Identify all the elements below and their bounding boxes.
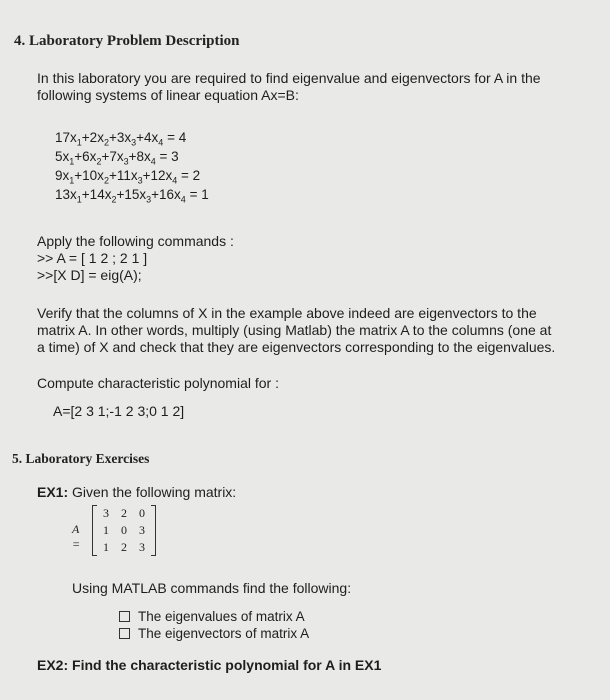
checkbox-icon [119,628,130,639]
checklist-item-eigenvalues [119,608,305,625]
equation-term: 9x [55,168,70,183]
variable-subscript: 4 [172,175,178,186]
equation-term: +6x [74,149,97,164]
matrix-cell: 1 [103,523,109,537]
equation-4 [55,185,209,210]
variable-subscript: 1 [69,156,75,167]
matrix-label: A = [72,522,81,551]
ex1-text: Given the following matrix: [68,484,237,500]
variable-subscript: 3 [123,156,129,167]
matrix-cell: 3 [139,523,145,537]
using-matlab-text: Using MATLAB commands find the following: [72,580,352,596]
equation-term: +16x [151,187,181,202]
checklist-item-label: The eigenvectors of matrix A [138,626,310,641]
variable-subscript: 4 [180,194,186,205]
equation-term: +2x [81,130,104,145]
matrix-row [97,539,151,556]
checkbox-icon [119,611,130,622]
variable-subscript: 3 [137,175,143,186]
matrix-cell: 2 [121,540,127,554]
matrix-row [97,505,151,522]
matrix-cell: 3 [139,540,145,554]
variable-subscript: 4 [158,137,164,148]
equation-term: +11x [108,168,138,183]
matrix-cell: 3 [103,506,109,520]
equation-rhs: = 3 [155,149,179,164]
equation-term: 13x [55,187,77,202]
compute-label: Compute characteristic polynomial for : [37,375,279,391]
variable-subscript: 2 [96,156,102,167]
command-1: >> A = [ 1 2 ; 2 1 ] [37,250,148,266]
equation-rhs: = 1 [185,187,209,202]
apply-commands-label: Apply the following commands : [37,233,234,249]
matrix-brackets [92,505,156,556]
intro-line-1: In this laboratory you are required to find eigenvalue and eigenvectors for A in the [37,70,541,86]
matrix-cell: 2 [121,506,127,520]
intro-line-2: following systems of linear equation Ax=B: [37,87,299,103]
section-5-heading: 5. Laboratory Exercises [12,451,150,466]
equation-term: +14x [81,187,112,202]
variable-subscript: 1 [76,137,82,148]
matrix-row [97,522,151,539]
verify-line-3: a time) of X and check that they are eigenvectors corresponding to the eigenvalues. [37,339,556,355]
ex2-text: Find the characteristic polynomial for A in EX1 [68,657,382,673]
variable-subscript: 1 [76,194,82,205]
variable-subscript: 4 [150,156,156,167]
checklist-item-label: The eigenvalues of matrix A [138,609,305,624]
variable-subscript: 2 [103,137,109,148]
ex1-line [37,484,236,501]
equation-term: +8x [128,149,151,164]
equation-term: +7x [101,149,124,164]
variable-subscript: 2 [111,194,117,205]
variable-subscript: 2 [103,175,109,186]
compute-matrix: A=[2 3 1;-1 2 3;0 1 2] [53,403,185,419]
ex2-label: EX2: [37,657,69,673]
checklist-item-eigenvectors [119,625,309,642]
section-4-heading: 4. Laboratory Problem Description [14,33,240,49]
ex2-line [37,657,381,674]
matrix-cell: 1 [103,540,109,554]
equation-term: +15x [116,187,147,202]
variable-subscript: 1 [69,175,75,186]
variable-subscript: 3 [131,137,137,148]
ex1-label: EX1: [37,484,69,500]
equation-term: +10x [74,168,104,183]
equation-term: +3x [108,130,132,145]
command-2: >>[X D] = eig(A); [37,267,142,283]
variable-subscript: 3 [146,194,152,205]
equation-term: 17x [55,130,77,145]
verify-line-2: matrix A. In other words, multiply (using Matlab) the matrix A to the columns (one at [37,322,552,338]
equation-rhs: = 4 [163,130,187,145]
equation-term: +12x [142,168,173,183]
verify-line-1: Verify that the columns of X in the example above indeed are eigenvectors to the [37,305,537,321]
matrix-cell: 0 [121,523,127,537]
equation-rhs: = 2 [177,168,201,183]
matrix-cell: 0 [139,506,145,520]
equation-term: 5x [55,149,70,164]
equation-term: +4x [136,130,159,145]
